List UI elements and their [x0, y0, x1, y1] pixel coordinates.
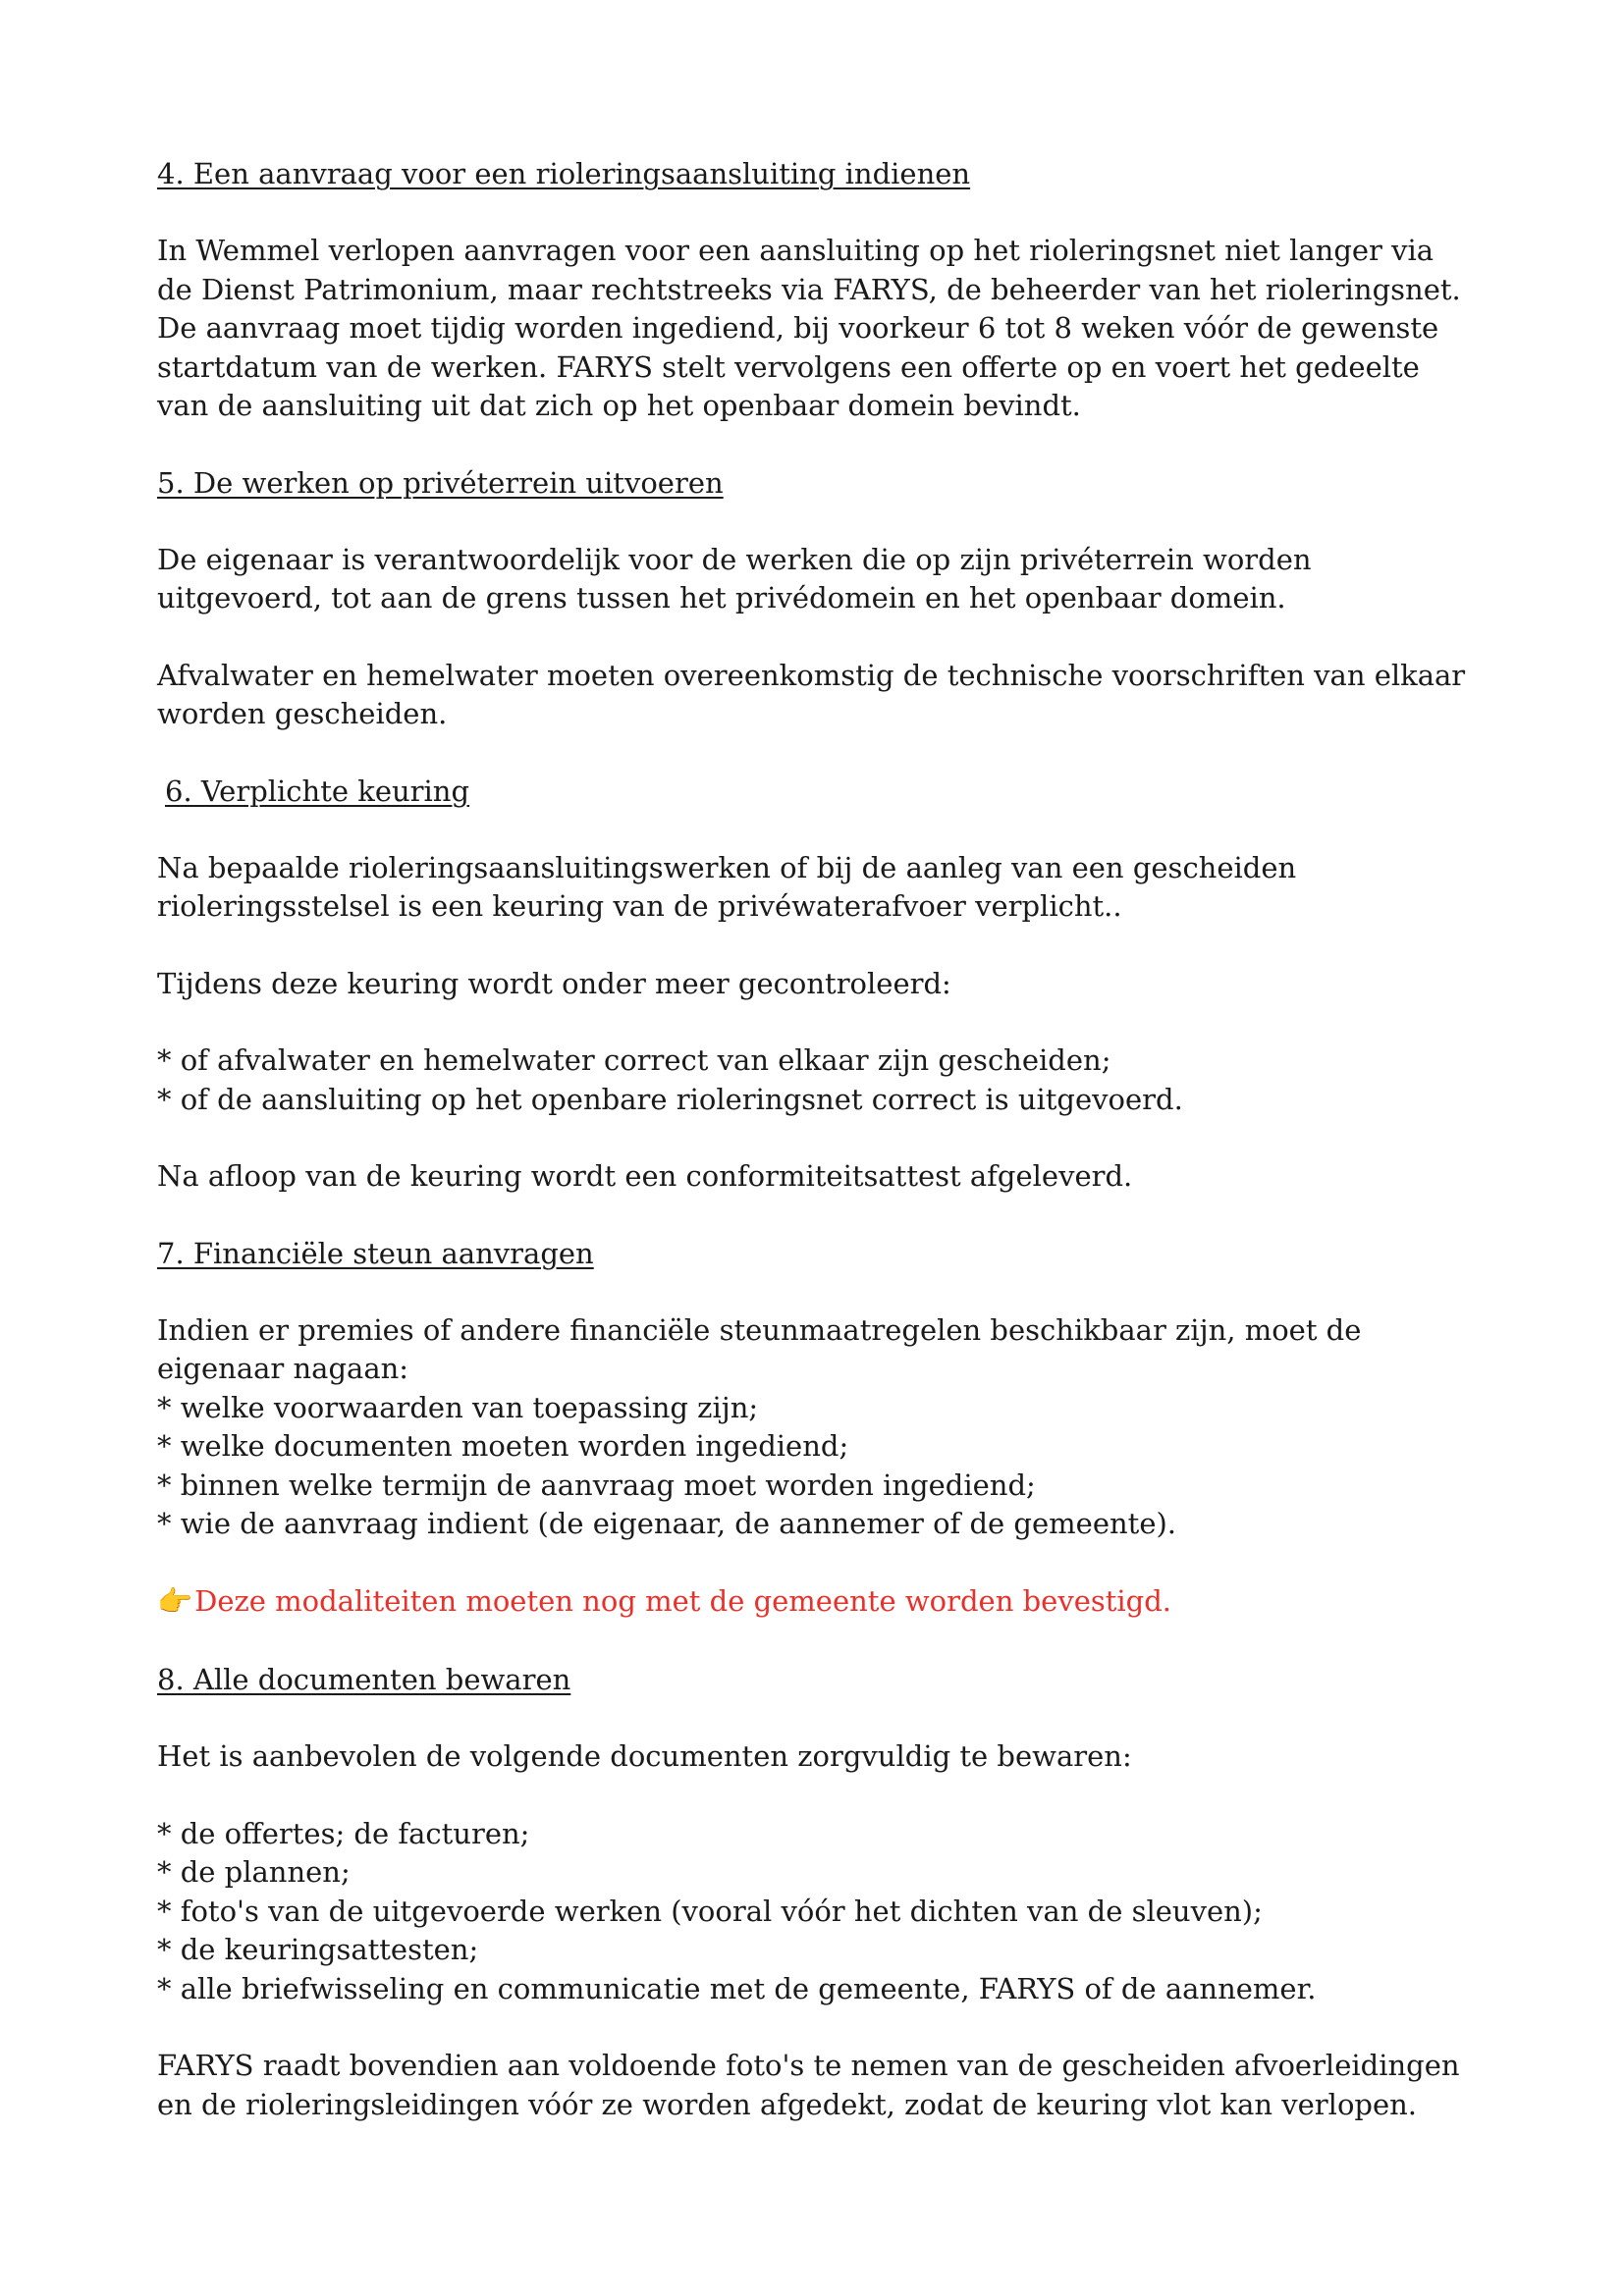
section-8-document-list	[157, 1815, 1473, 2009]
section-6-paragraph-1: Na bepaalde rioleringsaansluitingswerken of bij de aanleg van een gescheiden rioleringsstelsel is een keuring van de privéwaterafvoer verplicht..	[157, 850, 1297, 923]
pointing-hand-icon: 👉	[157, 1583, 193, 1618]
section-6-paragraph-2: Tijdens deze keuring wordt onder meer gecontroleerd:	[157, 966, 951, 1000]
section-4-paragraph: In Wemmel verlopen aanvragen voor een aansluiting op het rioleringsnet niet langer via de Dienst Patrimonium, maar rechtstreeks via FARYS, de beheerder van het rioleringsnet. De aanvraag moet tijdig worden ingediend, bij voorkeur 6 tot 8 weken vóór de gewenste startdatum van de werken. FARYS stelt vervolgens een offerte op en voert het gedeelte van de aansluiting uit dat zich op het openbaar domein bevindt.	[157, 234, 1461, 422]
section-6-checklist	[157, 1041, 1473, 1119]
section-7-intro: Indien er premies of andere financiële steunmaatregelen beschikbaar zijn, moet de eigenaar nagaan:	[157, 1312, 1362, 1385]
list-item: * alle briefwisseling en communicatie met de gemeente, FARYS of de aannemer.	[157, 1971, 1317, 2005]
section-8-outro: FARYS raadt bovendien aan voldoende foto's te nemen van de gescheiden afvoerleidingen en de rioleringsleidingen vóór ze worden afgedekt, zodat de keuring vlot kan verlopen.	[157, 2049, 1460, 2121]
section-7-body	[157, 1311, 1473, 1544]
section-8-heading: 8. Alle documenten bewaren	[157, 1663, 571, 1696]
section-8-intro: Het is aanbevolen de volgende documenten zorgvuldig te bewaren:	[157, 1739, 1132, 1773]
document-page	[157, 155, 1473, 2163]
section-5-paragraph-1: De eigenaar is verantwoordelijk voor de werken die op zijn privéterrein worden uitgevoerd, tot aan de grens tussen het privédomein en het openbaar domein.	[157, 542, 1312, 614]
section-5-paragraph-2: Afvalwater en hemelwater moeten overeenkomstig de technische voorschriften van elkaar worden gescheiden.	[157, 658, 1466, 730]
list-item: * de plannen;	[157, 1855, 351, 1889]
list-item: * of afvalwater en hemelwater correct van elkaar zijn gescheiden;	[157, 1043, 1111, 1077]
list-item: * of de aansluiting op het openbare rioleringsnet correct is uitgevoerd.	[157, 1082, 1183, 1116]
list-item: * welke documenten moeten worden ingediend;	[157, 1429, 849, 1463]
section-4-heading: 4. Een aanvraag voor een rioleringsaansluiting indienen	[157, 157, 971, 190]
section-7-note-text: Deze modaliteiten moeten nog met de gemeente worden bevestigd.	[194, 1583, 1172, 1618]
section-6-heading: 6. Verplichte keuring	[165, 774, 470, 808]
section-6-paragraph-3: Na afloop van de keuring wordt een conformiteitsattest afgeleverd.	[157, 1159, 1133, 1193]
section-7-checklist	[157, 1389, 1473, 1544]
list-item: * welke voorwaarden van toepassing zijn;	[157, 1390, 759, 1424]
list-item: * de keuringsattesten;	[157, 1933, 479, 1966]
list-item: * foto's van de uitgevoerde werken (vooral vóór het dichten van de sleuven);	[157, 1894, 1263, 1928]
list-item: * de offertes; de facturen;	[157, 1816, 530, 1850]
section-7-heading: 7. Financiële steun aanvragen	[157, 1236, 594, 1270]
list-item: * wie de aanvraag indient (de eigenaar, de aannemer of de gemeente).	[157, 1507, 1177, 1540]
section-7-note	[157, 1582, 1473, 1622]
list-item: * binnen welke termijn de aanvraag moet worden ingediend;	[157, 1468, 1036, 1502]
section-5-heading: 5. De werken op privéterrein uitvoeren	[157, 465, 724, 500]
